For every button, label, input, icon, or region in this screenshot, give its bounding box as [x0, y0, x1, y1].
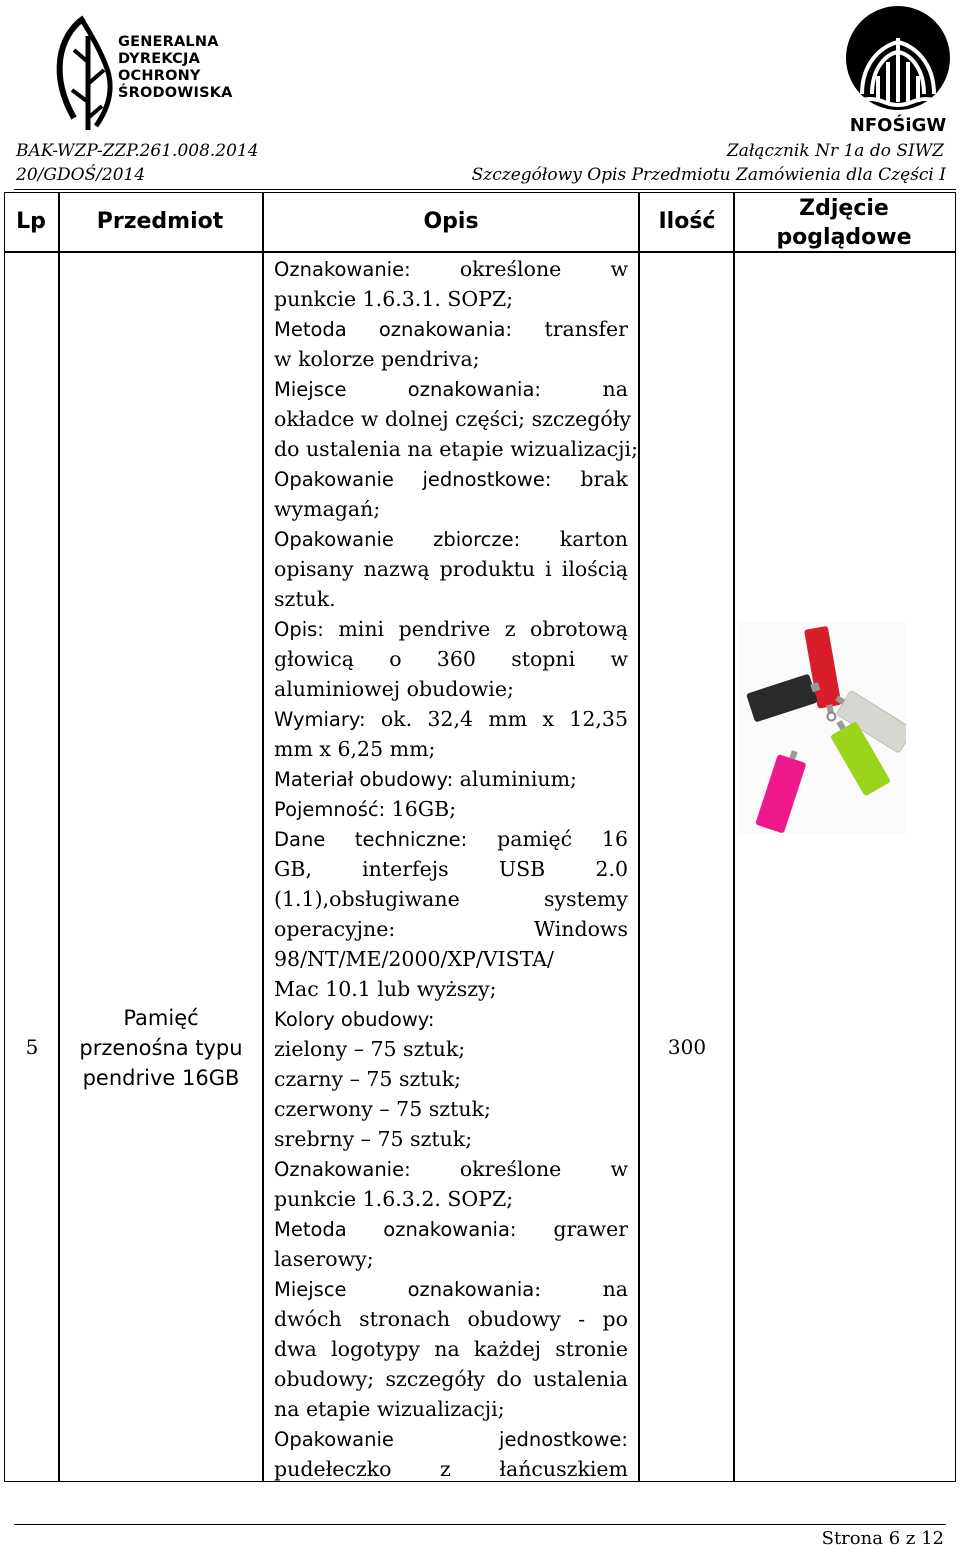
row-opis	[274, 254, 638, 1484]
current-page: 6	[888, 1528, 901, 1549]
description-text: 98/NT/ME/2000/XP/VISTA/	[274, 947, 554, 971]
description-text: ok. 32,4 mm x 12,35	[365, 707, 628, 731]
description-line	[274, 1154, 628, 1184]
description-line	[274, 374, 628, 404]
description-line	[274, 944, 628, 974]
description-text: aluminiowej obudowie;	[274, 677, 514, 701]
description-line	[274, 254, 628, 284]
description-term: Metoda oznakowania:	[274, 318, 513, 341]
column-divider	[58, 192, 60, 1482]
description-line	[274, 284, 628, 314]
description-text: wymagań;	[274, 497, 381, 521]
description-text: GB, interfejs USB 2.0	[274, 857, 628, 881]
description-text: operacyjne: Windows	[274, 917, 628, 941]
description-line	[274, 1004, 628, 1034]
header-zdjecie	[734, 194, 954, 252]
header-ilosc: Ilość	[658, 209, 716, 234]
description-text: punkcie 1.6.3.2. SOPZ;	[274, 1187, 514, 1211]
description-line	[274, 794, 628, 824]
description-line	[274, 1124, 628, 1154]
description-text: czarny – 75 sztuk;	[274, 1067, 462, 1091]
description-text: mini pendrive z obrotową	[323, 617, 628, 641]
description-text: 16GB;	[385, 797, 457, 821]
description-line	[274, 974, 628, 1004]
description-line	[274, 1334, 628, 1364]
case-number: 20/GDOŚ/2014	[16, 165, 146, 185]
description-line	[274, 1184, 628, 1214]
description-term: Opakowanie jednostkowe:	[274, 468, 552, 491]
description-text: okładce w dolnej części; szczegóły	[274, 407, 631, 431]
gdos-name-line: DYREKCJA	[118, 51, 200, 67]
description-text: laserowy;	[274, 1247, 374, 1271]
row-przedmiot-line: Pamięć	[123, 1006, 199, 1030]
description-line	[274, 764, 628, 794]
description-line	[274, 584, 628, 614]
total-pages: 12	[921, 1528, 944, 1549]
description-line	[274, 404, 631, 434]
description-line	[274, 824, 628, 854]
description-line	[274, 1064, 628, 1094]
description-text: Mac 10.1 lub wyższy;	[274, 977, 497, 1001]
description-line	[274, 524, 628, 554]
product-photo	[738, 622, 906, 834]
description-text: czerwony – 75 sztuk;	[274, 1097, 491, 1121]
description-line	[274, 914, 628, 944]
description-line	[274, 734, 628, 764]
description-text: na	[540, 377, 628, 401]
description-line	[274, 434, 638, 464]
description-text: srebrny – 75 sztuk;	[274, 1127, 473, 1151]
description-line	[274, 1094, 628, 1124]
description-term: Miejsce oznakowania:	[274, 378, 541, 401]
page-number	[822, 1528, 944, 1549]
column-divider	[262, 192, 264, 1482]
description-text: mm x 6,25 mm;	[274, 737, 436, 761]
header-zdjecie-line: poglądowe	[776, 225, 912, 250]
attachment-subtitle: Szczegółowy Opis Przedmiotu Zamówienia dla Części I	[471, 165, 946, 185]
description-line	[274, 854, 628, 884]
description-line	[274, 884, 628, 914]
description-line	[274, 704, 628, 734]
description-text: opisany nazwą produktu i ilością	[274, 557, 628, 581]
description-text: karton	[520, 527, 628, 551]
description-text: dwa logotypy na każdej stronie	[274, 1337, 628, 1361]
description-term: Opis:	[274, 618, 324, 641]
row-przedmiot	[60, 1003, 262, 1093]
description-term: Wymiary:	[274, 708, 366, 731]
row-ilosc: 300	[667, 1035, 707, 1059]
gdos-name-line: OCHRONY	[118, 68, 201, 84]
description-text: obudowy; szczegóły do ustalenia	[274, 1367, 628, 1391]
description-term: Kolory obudowy:	[274, 1008, 435, 1031]
description-line	[274, 1394, 628, 1424]
description-term: Opakowanie jednostkowe:	[274, 1428, 628, 1451]
description-term: Opakowanie zbiorcze:	[274, 528, 521, 551]
attachment-title: Załącznik Nr 1a do SIWZ	[726, 141, 944, 161]
description-text: transfer	[512, 317, 628, 341]
description-term: Dane techniczne:	[274, 828, 468, 851]
reference-number: BAK-WZP-ZZP.261.008.2014	[16, 141, 259, 161]
description-text: w kolorze pendriva;	[274, 347, 480, 371]
nfosigw-name: NFOŚiGW	[849, 115, 947, 136]
description-text: aluminium;	[453, 767, 577, 791]
description-line	[274, 494, 628, 524]
description-line	[274, 1244, 628, 1274]
description-line	[274, 644, 628, 674]
description-text: sztuk.	[274, 587, 336, 611]
header-divider	[14, 189, 956, 190]
description-text: brak	[551, 467, 628, 491]
description-text: określone w	[410, 257, 628, 281]
description-line	[274, 1304, 628, 1334]
description-line	[274, 674, 628, 704]
description-line	[274, 314, 628, 344]
description-line	[274, 1424, 628, 1454]
footer-divider	[14, 1524, 946, 1525]
description-text: punkcie 1.6.3.1. SOPZ;	[274, 287, 514, 311]
description-text: pamięć 16	[467, 827, 628, 851]
row-przedmiot-line: pendrive 16GB	[82, 1066, 240, 1090]
description-line	[274, 554, 628, 584]
description-term: Materiał obudowy:	[274, 768, 454, 791]
description-term: Oznakowanie:	[274, 258, 411, 281]
description-line	[274, 1274, 628, 1304]
header-przedmiot: Przedmiot	[96, 209, 224, 234]
description-line	[274, 464, 628, 494]
description-line	[274, 1214, 628, 1244]
description-text: głowicą o 360 stopni w	[274, 647, 628, 671]
gdos-name	[118, 34, 233, 102]
description-text: na etapie wizualizacji;	[274, 1397, 505, 1421]
header-lp: Lp	[16, 209, 46, 234]
description-line	[274, 1454, 628, 1484]
description-text: określone w	[410, 1157, 628, 1181]
description-text: : na	[534, 1277, 628, 1301]
description-term: Miejsce oznakowania	[274, 1278, 535, 1301]
description-term: Oznakowanie:	[274, 1158, 411, 1181]
page-separator: z	[905, 1528, 916, 1549]
description-line	[274, 1034, 628, 1064]
description-text: do ustalenia na etapie wizualizacji;	[274, 437, 638, 461]
description-text: pudełeczko z łańcuszkiem	[274, 1457, 628, 1481]
column-divider	[733, 192, 735, 1482]
description-text: dwóch stronach obudowy - po	[274, 1307, 628, 1331]
row-przedmiot-line: przenośna typu	[79, 1036, 243, 1060]
gdos-name-line: GENERALNA	[118, 34, 219, 50]
header-opis: Opis	[423, 209, 479, 234]
gdos-name-line: ŚRODOWISKA	[118, 85, 233, 101]
description-line	[274, 344, 628, 374]
description-term: Metoda oznakowania:	[274, 1218, 517, 1241]
description-text: zielony – 75 sztuk;	[274, 1037, 466, 1061]
column-divider	[638, 192, 640, 1482]
description-term: Pojemność:	[274, 798, 386, 821]
description-line	[274, 1364, 628, 1394]
description-line	[274, 614, 628, 644]
description-text: grawer	[516, 1217, 629, 1241]
header-zdjecie-line: Zdjęcie	[799, 196, 889, 221]
row-lp: 5	[25, 1035, 39, 1059]
description-text: (1.1),obsługiwane systemy	[274, 887, 628, 911]
page-label: Strona	[821, 1528, 883, 1549]
